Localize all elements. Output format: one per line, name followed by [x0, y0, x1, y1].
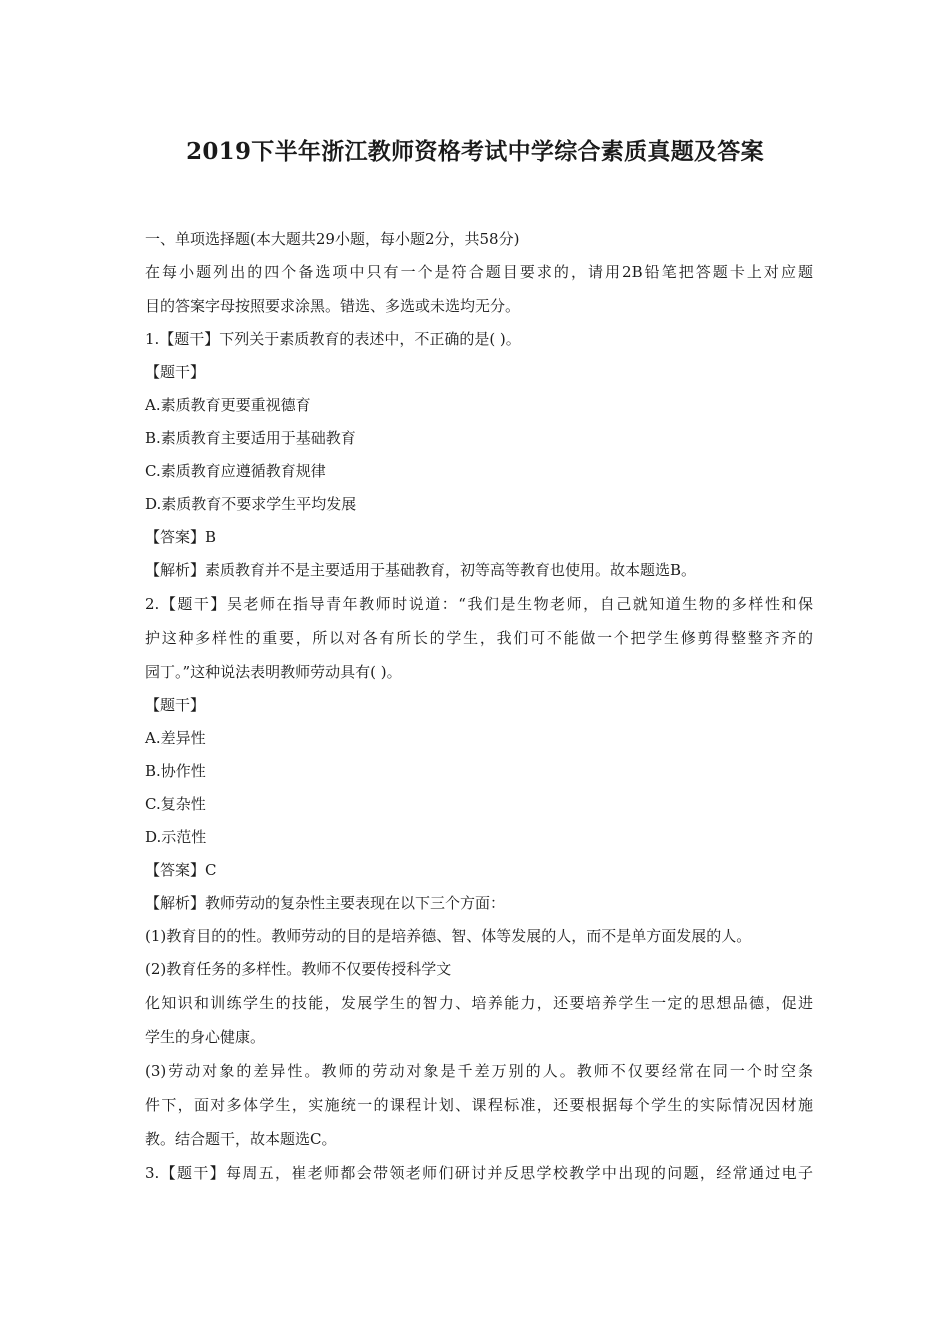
question-2-option-a: A.差异性 [145, 729, 206, 747]
question-1-tag: 【题干】 [145, 363, 206, 381]
question-2-option-d: D.示范性 [145, 828, 207, 846]
question-2-option-b: B.协作性 [145, 762, 206, 780]
question-2-point-2-continued: 化知识和训练学生的技能，发展学生的智力、培养能力，还要培养学生一定的思想品德，促进 [145, 994, 813, 1012]
question-2-stem-line: 园丁。”这种说法表明教师劳动具有( )。 [145, 663, 402, 681]
question-1-option-d: D.素质教育不要求学生平均发展 [145, 495, 357, 513]
document-body [145, 223, 813, 1190]
question-2-point-3-line: 教。结合题干，故本题选C。 [145, 1130, 337, 1148]
question-1-option-b: B.素质教育主要适用于基础教育 [145, 429, 356, 447]
question-1-stem: 1.【题干】下列关于素质教育的表述中，不正确的是( )。 [145, 330, 521, 348]
document-title: 2019下半年浙江教师资格考试中学综合素质真题及答案 [186, 138, 764, 165]
question-2-point-3-line: 件下，面对多体学生，实施统一的课程计划、课程标准，还要根据每个学生的实际情况因材施 [145, 1096, 813, 1114]
question-2-point-3-line: (3)劳动对象的差异性。教师的劳动对象是千差万别的人。教师不仅要经常在同一个时空条 [145, 1062, 813, 1080]
question-2-analysis-intro: 【解析】教师劳动的复杂性主要表现在以下三个方面： [145, 894, 506, 912]
section-heading: 一、单项选择题(本大题共29小题，每小题2分，共58分) [145, 230, 520, 248]
question-2-tag: 【题干】 [145, 696, 206, 714]
question-2-option-c: C.复杂性 [145, 795, 206, 813]
section-instruction-line: 在每小题列出的四个备选项中只有一个是符合题目要求的，请用2B铅笔把答题卡上对应题 [145, 263, 813, 281]
question-2-point-2-continued: 学生的身心健康。 [145, 1028, 266, 1046]
question-2-stem-line: 护这种多样性的重要，所以对各有所长的学生，我们可不能做一个把学生修剪得整整齐齐的 [145, 629, 813, 647]
question-2-stem-line: 2.【题干】吴老师在指导青年教师时说道：“我们是生物老师，自己就知道生物的多样性和保 [145, 595, 813, 613]
question-1-answer: 【答案】B [145, 528, 217, 546]
question-2-point-2: (2)教育任务的多样性。教师不仅要传授科学文 [145, 960, 452, 978]
question-1-analysis: 【解析】素质教育并不是主要适用于基础教育，初等高等教育也使用。故本题选B。 [145, 561, 697, 579]
question-3-stem-line: 3.【题干】每周五，崔老师都会带领老师们研讨并反思学校教学中出现的问题，经常通过电子 [145, 1164, 813, 1182]
question-2-point-1: (1)教育目的的性。教师劳动的目的是培养德、智、体等发展的人，而不是单方面发展的人。 [145, 927, 752, 945]
question-2-answer: 【答案】C [145, 861, 217, 879]
question-1-option-a: A.素质教育更要重视德育 [145, 396, 311, 414]
question-1-option-c: C.素质教育应遵循教育规律 [145, 462, 326, 480]
section-instruction-line: 目的答案字母按照要求涂黑。错选、多选或未选均无分。 [145, 297, 521, 315]
